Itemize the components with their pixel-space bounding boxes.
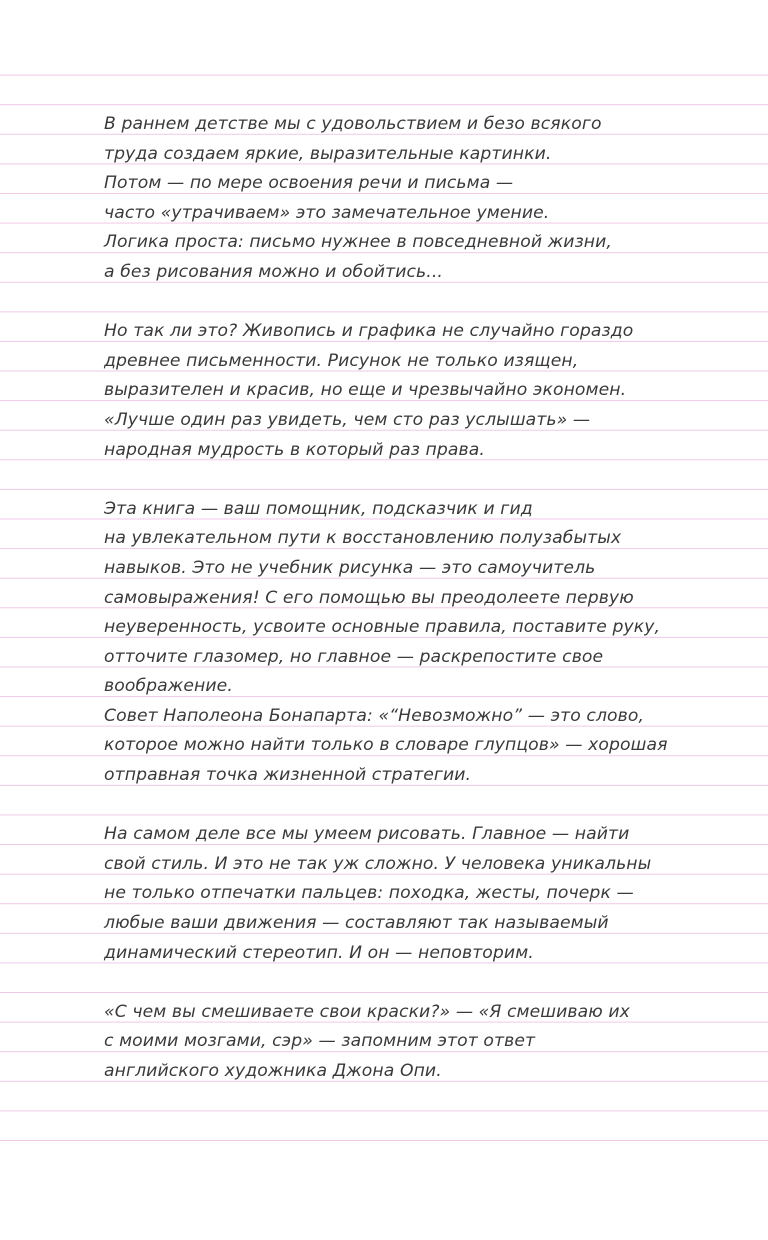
text-line: на увлекательном пути к восстановлению полузабытых [104, 528, 622, 549]
text-line: воображение. [104, 676, 233, 697]
text-line: свой стиль. И это не так уж сложно. У человека уникальны [104, 853, 652, 874]
bottom-margin [0, 1142, 768, 1240]
text-line: На самом деле все мы умеем рисовать. Главное — найти [104, 824, 630, 845]
top-margin [0, 0, 768, 74]
text-line: самовыражения! С его помощью вы преодолеете первую [104, 587, 634, 608]
text-line: В раннем детстве мы с удовольствием и безо всякого [104, 114, 602, 134]
paragraph-quote [104, 998, 724, 1087]
text-line: народная мудрость в который раз права. [104, 439, 485, 460]
text-line: навыков. Это не учебник рисунка — это самоучитель [104, 557, 596, 578]
notebook-page-text [104, 110, 724, 1087]
text-line: Эта книга — ваш помощник, подсказчик и гид [104, 498, 533, 519]
text-line: Совет Наполеона Бонапарта: «“Невозможно” — это слово, [104, 705, 645, 726]
text-line: выразителен и красив, но еще и чрезвычайно экономен. [104, 380, 627, 401]
text-line: Но так ли это? Живопись и графика не случайно гораздо [104, 321, 634, 342]
text-line: неуверенность, усвоите основные правила, поставите руку, [104, 617, 661, 638]
text-line: часто «утрачиваем» это замечательное умение. [104, 202, 550, 223]
text-line: не только отпечатки пальцев: походка, жесты, почерк — [104, 883, 634, 904]
text-line: английского художника Джона Опи. [104, 1061, 442, 1081]
paragraph-book [104, 495, 724, 791]
paragraph-question [104, 317, 724, 465]
text-line: динамический стереотип. И он — неповторим. [104, 942, 534, 963]
paragraph-style [104, 820, 724, 968]
text-line: которое можно найти только в словаре глупцов» — хорошая [104, 735, 668, 756]
text-line: «Лучше один раз увидеть, чем сто раз услышать» — [104, 409, 591, 430]
text-line: отточите глазомер, но главное — раскрепостите свое [104, 646, 604, 667]
text-line: труда создаем яркие, выразительные картинки. [104, 143, 552, 164]
text-line: Потом — по мере освоения речи и письма — [104, 173, 514, 194]
text-line: любые ваши движения — составляют так называемый [104, 913, 609, 934]
text-line: Логика проста: письмо нужнее в повседневной жизни, [104, 232, 612, 253]
paragraph-intro [104, 110, 724, 288]
text-line: «С чем вы смешиваете свои краски?» — «Я смешиваю их [104, 1001, 630, 1022]
text-line: отправная точка жизненной стратегии. [104, 765, 472, 786]
text-line: а без рисования можно и обойтись... [104, 261, 443, 282]
text-line: древнее письменности. Рисунок не только изящен, [104, 350, 579, 371]
text-line: с моими мозгами, сэр» — запомним этот ответ [104, 1031, 536, 1052]
